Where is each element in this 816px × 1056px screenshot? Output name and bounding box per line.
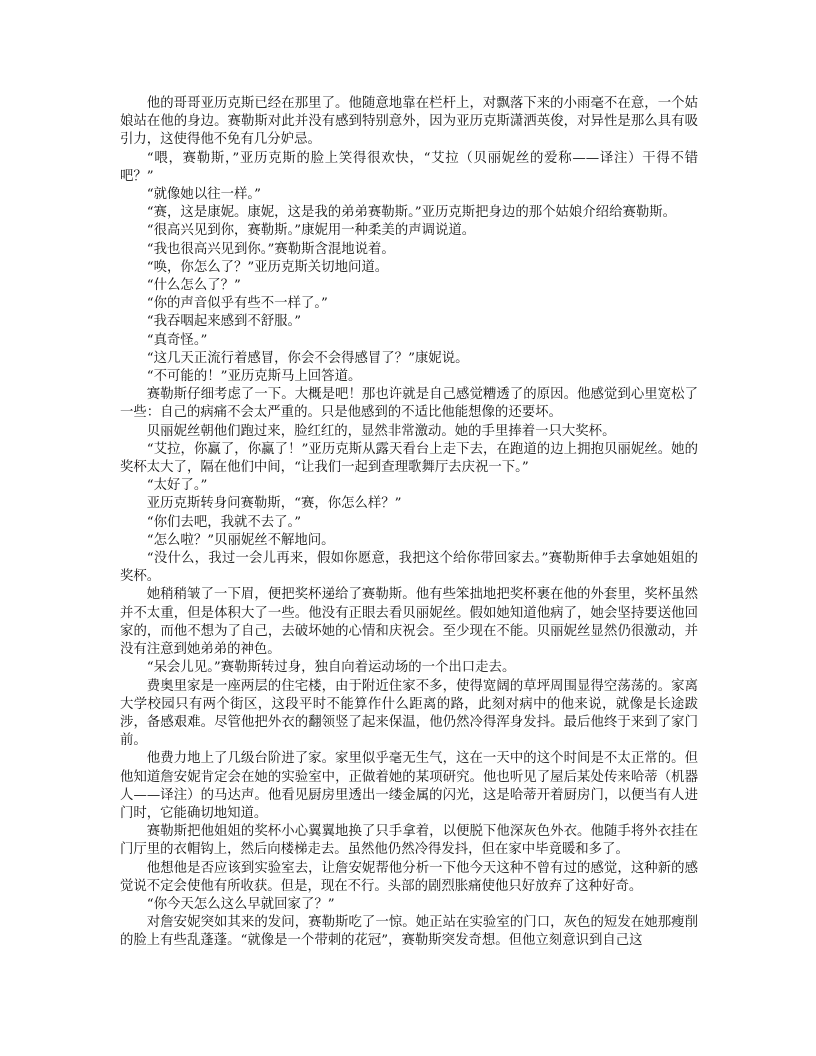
paragraph: “赛，这是康妮。康妮，这是我的弟弟赛勒斯。”亚历克斯把身边的那个姑娘介绍给赛勒斯。: [146, 205, 677, 221]
paragraph: “不可能的！”亚历克斯马上回答道。: [146, 369, 362, 385]
paragraph: 亚历克斯转身问赛勒斯，“赛，你怎么样？”: [146, 496, 402, 512]
paragraph: 对詹安妮突如其来的发问，赛勒斯吃了一惊。她正站在实验室的门口，灰色的短发在她那瘦削的脸上有些乱蓬蓬。“就像是一个带刺的花冠”，赛勒斯突发奇想。但他立刻意识到自己这: [120, 915, 698, 949]
paragraph: 赛勒斯仔细考虑了一下。大概是吧！那也许就是自己感觉糟透了的原因。他感觉到心里宽松了一些：自己的病痛不会太严重的。只是他感到的不适比他能想像的还要坏。: [120, 387, 698, 421]
paragraph: “唤，你怎么了？”亚历克斯关切地问道。: [146, 259, 389, 275]
paragraph: “你的声音似乎有些不一样了。”: [146, 296, 328, 312]
paragraph: “就像她以往一样。”: [146, 187, 261, 203]
paragraph: “这几天正流行着感冒，你会不会得感冒了？”康妮说。: [146, 350, 469, 366]
paragraph: 他想他是否应该到实验室去，让詹安妮帮他分析一下他今天这种不曾有过的感觉，这种新的感觉说不定会使他有所收获。但是，现在不行。头部的剧烈胀痛使他只好放弃了这种好奇。: [120, 860, 698, 894]
paragraph: “什么怎么了？”: [146, 278, 241, 294]
paragraph: 他费力地上了几级台阶进了家。家里似乎毫无生气，这在一天中的这个时间是不太正常的。但他知道詹安妮肯定会在她的实验室中，正做着她的某项研究。他也听见了屋后某处传来哈蒂（机器人——译注）的马达声。他看见厨房里透出一缕金属的闪光，这是哈蒂开着厨房门，以便当有人进门时，它能确切地知道。: [120, 751, 698, 821]
paragraph: “你们去吧，我就不去了。”: [146, 514, 302, 530]
paragraph: “怎么啦？”贝丽妮丝不解地问。: [146, 532, 335, 548]
paragraph: “呆会儿见。”赛勒斯转过身，独自向着运动场的一个出口走去。: [146, 660, 516, 676]
document-page: [120, 95, 698, 951]
paragraph: “太好了。”: [146, 478, 208, 494]
paragraph: “我吞咽起来感到不舒服。”: [146, 314, 302, 330]
paragraph: “喂，赛勒斯，”亚历克斯的脸上笑得很欢快，“艾拉（贝丽妮丝的爱称——译注）干得不错吧？”: [120, 150, 698, 184]
paragraph: “你今天怎么这么早就回家了？”: [146, 896, 335, 912]
paragraph: “很高兴见到你，赛勒斯。”康妮用一种柔美的声调说道。: [146, 223, 476, 239]
paragraph: “没什么，我过一会儿再来，假如你愿意，我把这个给你带回家去。”赛勒斯伸手去拿她姐姐的奖杯。: [120, 551, 698, 585]
paragraph: 她稍稍皱了一下眉，便把奖杯递给了赛勒斯。他有些笨拙地把奖杯裹在他的外套里，奖杯虽然并不太重，但是体积大了一些。他没有正眼去看贝丽妮丝。假如她知道他病了，她会坚持要送他回家的，而他不想为了自己，去破坏她的心情和庆祝会。至少现在不能。贝丽妮丝显然仍很激动，并没有注意到她弟弟的神色。: [120, 587, 698, 658]
paragraph: “真奇怪。”: [146, 332, 208, 348]
paragraph: 贝丽妮丝朝他们跑过来，脸红红的，显然非常激动。她的手里捧着一只大奖杯。: [146, 423, 616, 439]
paragraph: 费奥里家是一座两层的住宅楼，由于附近住家不多，使得宽阔的草坪周围显得空荡荡的。家离大学校园只有两个街区，这段平时不能算作什么距离的路，此刻对病中的他来说，就像是长途跋涉，备感艰难。尽管他把外衣的翻领竖了起来保温，他仍然冷得浑身发抖。最后他终于来到了家门前。: [120, 678, 698, 749]
paragraph: “艾拉，你赢了，你赢了！”亚历克斯从露天看台上走下去，在跑道的边上拥抱贝丽妮丝。她的奖杯太大了，隔在他们中间，“让我们一起到查理歌舞厅去庆祝一下。”: [120, 441, 698, 476]
paragraph: 赛勒斯把他姐姐的奖杯小心翼翼地换了只手拿着，以便脱下他深灰色外衣。他随手将外衣挂在门厅里的衣帽钩上，然后向楼梯走去。虽然他仍然冷得发抖，但在家中毕竟暖和多了。: [120, 824, 698, 858]
paragraph: 他的哥哥亚历克斯已经在那里了。他随意地靠在栏杆上，对飘落下来的小雨毫不在意，一个姑娘站在他的身边。赛勒斯对此并没有感到特别意外，因为亚历克斯潇洒英俊，对异性是那么具有吸引力，这使得他不免有几分妒忌。: [120, 96, 698, 148]
paragraph: “我也很高兴见到你。”赛勒斯含混地说着。: [146, 241, 395, 257]
